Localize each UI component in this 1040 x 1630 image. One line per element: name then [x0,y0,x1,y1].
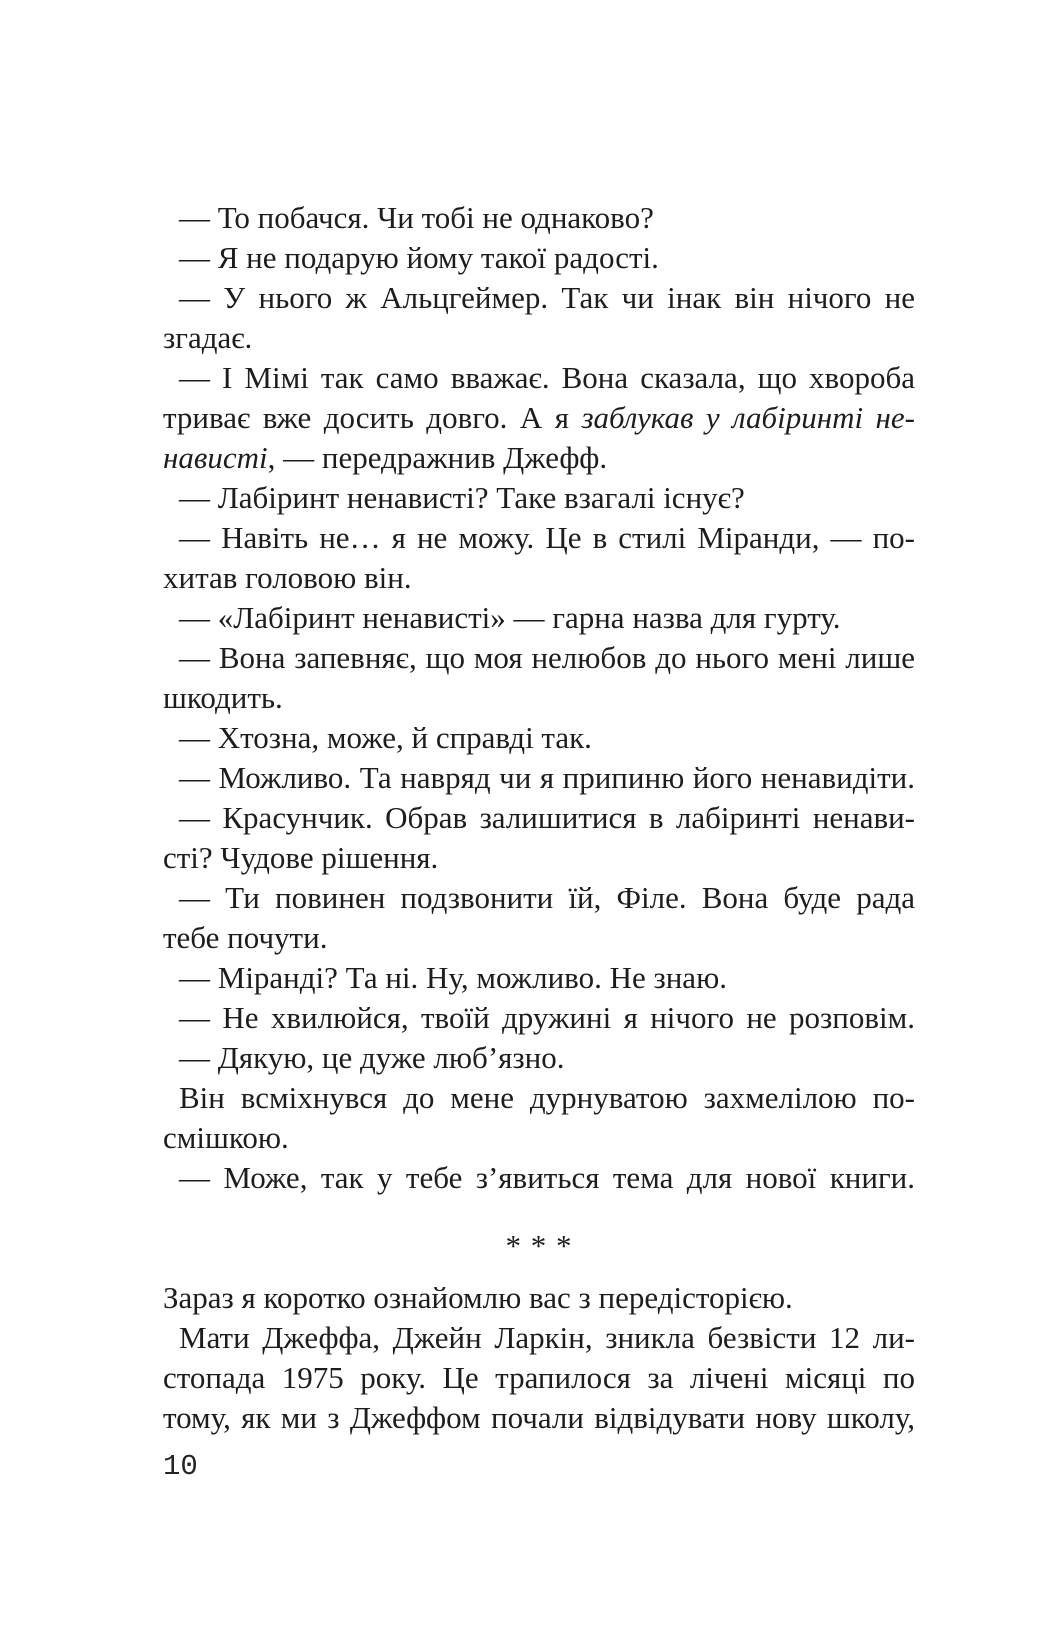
text-line [163,558,915,598]
paragraph [163,358,915,478]
text-line [163,318,915,358]
paragraph [163,1158,915,1198]
text-line [163,398,915,438]
text-line [163,1318,915,1358]
text-segment: Зараз я коротко ознайомлю вас з передісторією. [163,1280,793,1315]
text-segment: — «Лабіринт ненависті» — гарна назва для гурту. [179,600,841,635]
text-segment: тому, як ми з Джеффом почали відвідувати нову школу, [163,1400,915,1435]
text-line [163,1278,915,1318]
text-line [163,798,915,838]
text-line [163,1038,915,1078]
text-segment: — Навіть не… я не можу. Це в стилі Міранди, — по- [179,520,915,555]
text-segment: — Я не подарую йому такої радості. [179,240,659,275]
text-line [163,358,915,398]
text-segment: смішкою. [163,1120,289,1155]
text-line [163,918,915,958]
text-line [163,1118,915,1158]
text-segment: — Не хвилюйся, твоїй дружині я нічого не розповім. [179,1000,915,1035]
paragraph [163,1278,915,1318]
text-line [163,1078,915,1118]
text-segment: — У нього ж Альцгеймер. Так чи інак він нічого не [179,280,915,315]
paragraph [163,718,915,758]
text-segment: триває вже досить довго. А я [163,400,582,435]
text-segment: шкодить. [163,680,283,715]
text-block [163,198,915,1438]
text-segment: сті? Чудове рішення. [163,840,439,875]
paragraph [163,758,915,798]
text-segment: — Красунчик. Обрав залишитися в лабіринті ненави- [179,800,915,835]
paragraph [163,598,915,638]
text-segment: — Вона запевняє, що моя нелюбов до нього мені лише [179,640,915,675]
text-segment: Він всміхнувся до мене дурнуватою захмелілою по- [179,1080,915,1115]
text-segment: , — передражнив Джефф. [267,440,608,475]
text-line [163,758,915,798]
text-line [163,1358,915,1398]
paragraph [163,518,915,598]
text-segment: — Дякую, це дуже люб’язно. [179,1040,565,1075]
text-segment: — І Мімі так само вважає. Вона сказала, що хвороба [179,360,915,395]
text-segment: — То побачся. Чи тобі не однаково? [179,200,654,235]
text-line [163,278,915,318]
text-line [163,1398,915,1438]
text-line [163,638,915,678]
paragraph [163,238,915,278]
text-line [163,238,915,278]
paragraph [163,998,915,1038]
text-line [163,678,915,718]
paragraph [163,1318,915,1438]
text-line [163,1158,915,1198]
italic-text-segment: нависті [163,440,268,475]
text-segment: згадає. [163,320,253,355]
text-line [163,478,915,518]
text-segment: — Лабіринт ненависті? Таке взагалі існує? [179,480,745,515]
text-segment: Мати Джеффа, Джейн Ларкін, зникла безвісти 12 ли- [179,1320,915,1355]
scene-separator: * * * [505,1228,573,1263]
text-segment: — Можливо. Та навряд чи я припиню його ненавидіти. [179,760,915,795]
text-segment: хитав головою він. [163,560,412,595]
paragraph [163,278,915,358]
text-segment: — Може, так у тебе з’явиться тема для нової книги. [179,1160,915,1195]
paragraph [163,958,915,998]
text-segment: — Хтозна, може, й справді так. [179,720,592,755]
paragraph [163,798,915,878]
text-line [163,958,915,998]
text-segment: — Ти повинен подзвонити їй, Філе. Вона буде рада [179,880,915,915]
text-segment: стопада 1975 року. Це трапилося за лічені місяці по [163,1360,915,1395]
paragraph [163,198,915,238]
text-line [163,718,915,758]
italic-text-segment: заблукав у лабіринті не- [581,400,915,435]
page-number: 10 [163,1450,198,1483]
paragraph [163,638,915,718]
text-line [163,598,915,638]
paragraph [163,878,915,958]
text-line [163,998,915,1038]
paragraph [163,1078,915,1158]
text-segment: — Міранді? Та ні. Ну, можливо. Не знаю. [179,960,727,995]
text-line [163,838,915,878]
text-line [163,518,915,558]
text-segment: тебе почути. [163,920,328,955]
text-line [163,438,915,478]
paragraph [163,478,915,518]
text-line [163,878,915,918]
paragraph [163,1038,915,1078]
text-line [163,198,915,238]
